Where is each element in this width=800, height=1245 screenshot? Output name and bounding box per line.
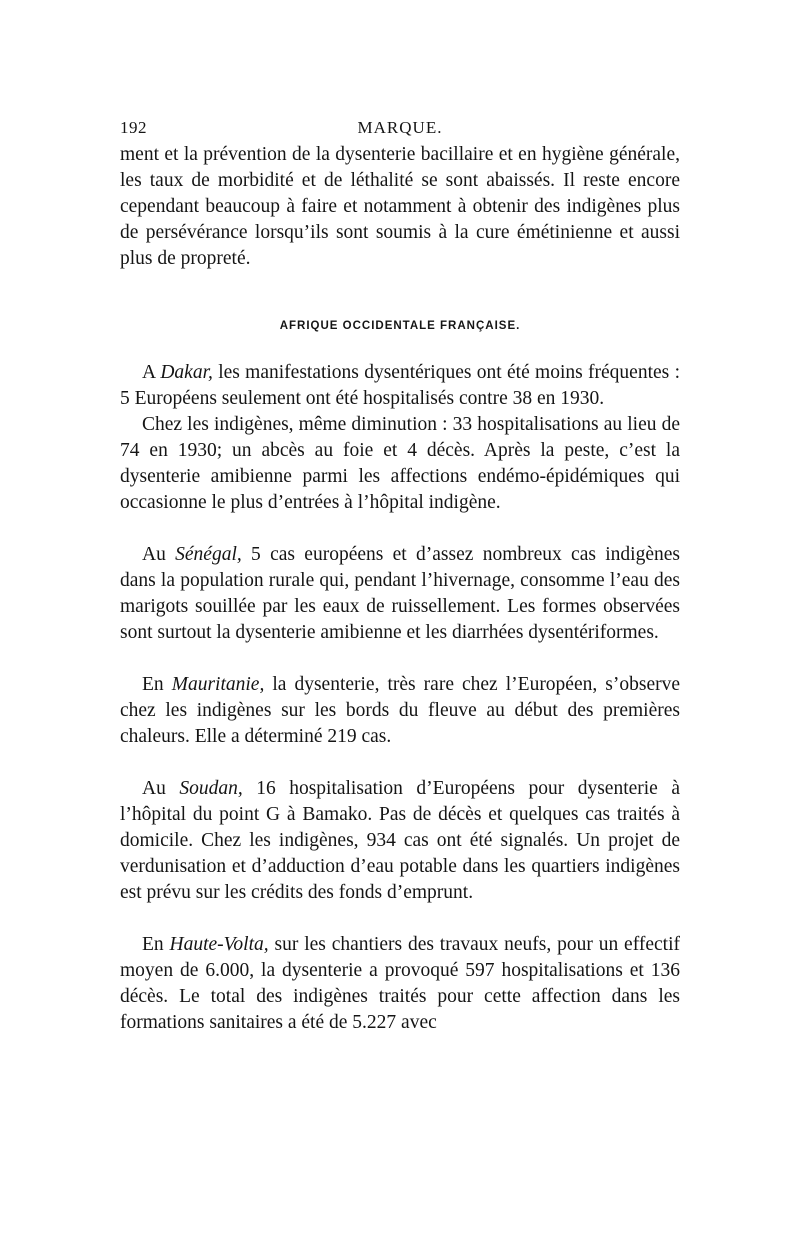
senegal-text: 5 cas européens et d’assez nombreux cas indigènes dans la population rurale qui, pendant l’hivernage, consomme l’eau des marigots souillée par les eaux de ruissellement. Les formes observées sont surtout la dysenterie amibienne et les diarrhées dysentériformes. bbox=[120, 544, 680, 643]
running-head bbox=[120, 112, 680, 142]
soudan-text: 16 hospitalisation d’Européens pour dysenterie à l’hôpital du point G à Bamako. Pas de décès et quelques cas traités à domicile. Chez les indigènes, 934 cas ont été signalés. Un projet de verdunisation et d’adduction d’eau potable dans les quartiers indigènes est prévu sur les crédits des fonds d’emprunt. bbox=[120, 778, 680, 903]
senegal-lead: Au bbox=[142, 544, 176, 565]
haute-volta-paragraph bbox=[120, 932, 680, 1036]
haute-volta-place: Haute-Volta, bbox=[169, 934, 269, 955]
intro-paragraph: ment et la prévention de la dysenterie bacillaire et en hygiène générale, les taux de morbidité et de léthalité se sont abaissés. Il reste encore cependant beaucoup à faire et notamment à obtenir des indigènes plus de persévérance lorsqu’ils sont soumis à la cure émétinienne et aussi plus de propreté. bbox=[120, 144, 680, 269]
soudan-paragraph bbox=[120, 776, 680, 906]
dakar-place: Dakar, bbox=[160, 362, 213, 383]
section-heading: AFRIQUE OCCIDENTALE FRANÇAISE. bbox=[279, 320, 521, 332]
soudan-lead: Au bbox=[142, 778, 180, 799]
senegal-paragraph bbox=[120, 542, 680, 646]
dakar-paragraph bbox=[120, 360, 680, 412]
indigenes-paragraph: Chez les indigènes, même diminution : 33 hospitalisations au lieu de 74 en 1930; un abcès au foie et 4 décès. Après la peste, c’est la dysenterie amibienne parmi les affections endémo-épidémiques qui occasionne le plus d’entrées à l’hôpital indigène. bbox=[120, 414, 680, 513]
mauritanie-place: Mauritanie, bbox=[171, 674, 265, 695]
document-page bbox=[120, 112, 680, 1036]
mauritanie-lead: En bbox=[142, 674, 172, 695]
dakar-lead: A bbox=[142, 362, 161, 383]
haute-volta-lead: En bbox=[142, 934, 170, 955]
running-title: MARQUE. bbox=[357, 118, 443, 137]
mauritanie-paragraph bbox=[120, 672, 680, 750]
mauritanie-text: la dysenterie, très rare chez l’Européen, s’observe chez les indigènes sur les bords du fleuve au début des premières chaleurs. Elle a déterminé 219 cas. bbox=[120, 674, 680, 747]
page-number: 192 bbox=[120, 118, 147, 137]
haute-volta-text: sur les chantiers des travaux neufs, pour un effectif moyen de 6.000, la dysenterie a provoqué 597 hospitalisations et 136 décès. Le total des indigènes traités pour cette affection dans les formations sanitaires a été de 5.227 avec bbox=[120, 934, 680, 1033]
soudan-place: Soudan, bbox=[179, 778, 243, 799]
senegal-place: Sénégal, bbox=[175, 544, 242, 565]
dakar-text: les manifestations dysentériques ont été moins fréquentes : 5 Européens seulement ont été hospitalisés contre 38 en 1930. bbox=[120, 362, 680, 409]
